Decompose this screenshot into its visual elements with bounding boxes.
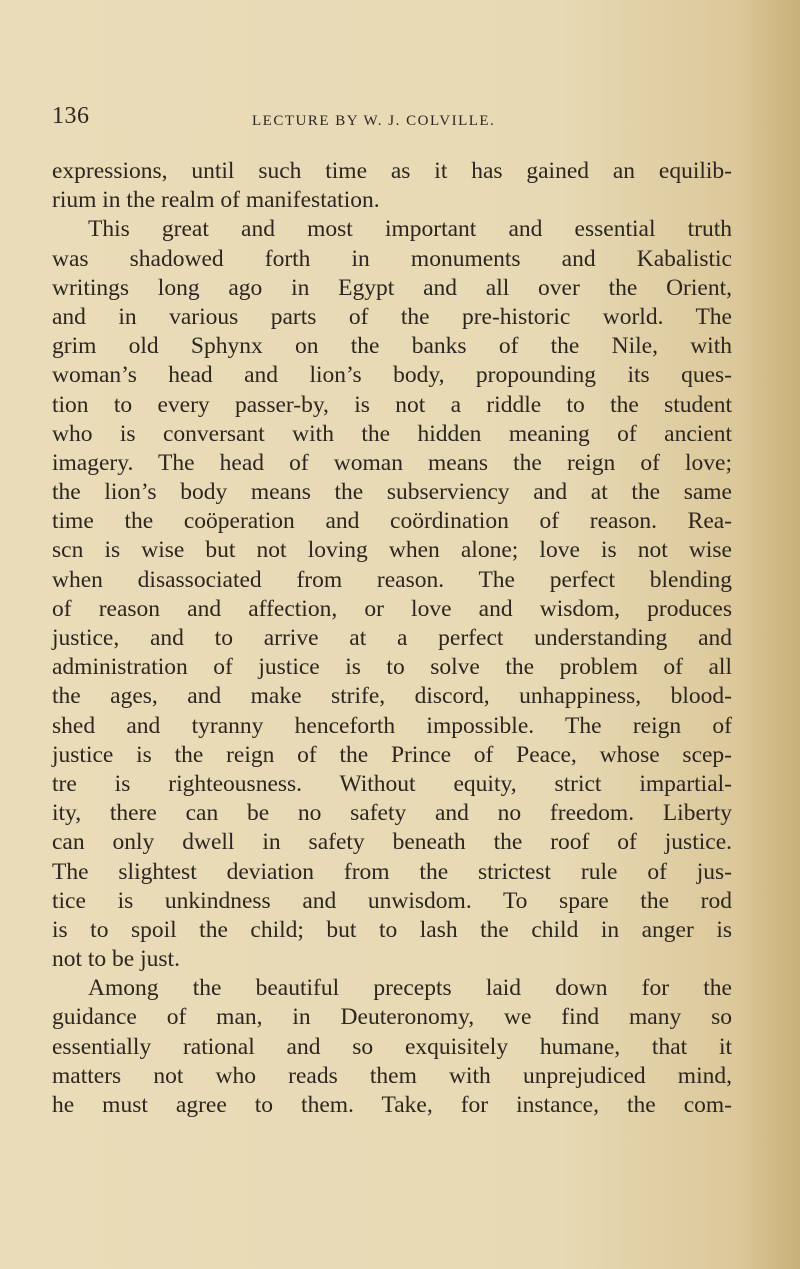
text-line: justice, and to arrive at a perfect understanding and (52, 625, 732, 651)
text-line: tice is unkindness and unwisdom. To spare the rod (52, 887, 732, 914)
text-line: rium in the realm of manifestation. (52, 187, 380, 214)
text-line: he must agree to them. Take, for instance, the com- (52, 1092, 732, 1118)
text-line: The slightest deviation from the strictest rule of jus- (52, 858, 732, 885)
text-line: justice is the reign of the Prince of Peace, whose scep- (52, 741, 732, 768)
text-line: shed and tyranny henceforth impossible. The reign of (52, 712, 732, 739)
running-title: LECTURE BY W. J. COLVILLE. (252, 113, 496, 129)
text-line: the lion’s body means the subserviency and at the same (52, 479, 732, 506)
text-line: writings long ago in Egypt and all over the Orient, (52, 274, 732, 301)
running-head (52, 95, 732, 135)
text-line: imagery. The head of woman means the reign of love; (52, 449, 732, 476)
text-line: Among the beautiful precepts laid down for the (88, 975, 732, 1002)
body-text (52, 157, 732, 1120)
text-line: This great and most important and essential truth (88, 216, 732, 243)
text-line: is to spoil the child; but to lash the child in anger is (52, 916, 732, 943)
text-line: can only dwell in safety beneath the roof of justice. (52, 829, 732, 856)
text-line: and in various parts of the pre-historic world. The (52, 303, 732, 330)
text-line: tion to every passer-by, is not a riddle to the student (52, 391, 732, 418)
text-line: expressions, until such time as it has gained an equilib- (52, 158, 732, 184)
text-line: administration of justice is to solve the problem of all (52, 654, 732, 681)
text-line: matters not who reads them with unprejudiced mind, (52, 1062, 732, 1089)
text-line: was shadowed forth in monuments and Kabalistic (52, 245, 732, 272)
text-line: ity, there can be no safety and no freedom. Liberty (52, 800, 732, 827)
text-line: of reason and affection, or love and wisdom, produces (52, 595, 732, 622)
text-line: tre is righteousness. Without equity, strict impartial- (52, 770, 732, 797)
text-line: who is conversant with the hidden meaning of ancient (52, 420, 732, 447)
text-line: guidance of man, in Deuteronomy, we find many so (52, 1004, 732, 1031)
text-line: grim old Sphynx on the banks of the Nile, with (52, 333, 732, 360)
text-line: essentially rational and so exquisitely humane, that it (52, 1033, 732, 1060)
text-line: not to be just. (52, 946, 180, 973)
text-line: when disassociated from reason. The perfect blending (52, 566, 732, 593)
page-number: 136 (52, 103, 90, 129)
text-line: the ages, and make strife, discord, unhappiness, blood- (52, 683, 732, 710)
book-page (52, 95, 732, 1120)
text-line: time the coöperation and coördination of reason. Rea- (52, 508, 732, 535)
text-line: scn is wise but not loving when alone; love is not wise (52, 537, 732, 564)
text-line: woman’s head and lion’s body, propounding its ques- (52, 362, 732, 389)
